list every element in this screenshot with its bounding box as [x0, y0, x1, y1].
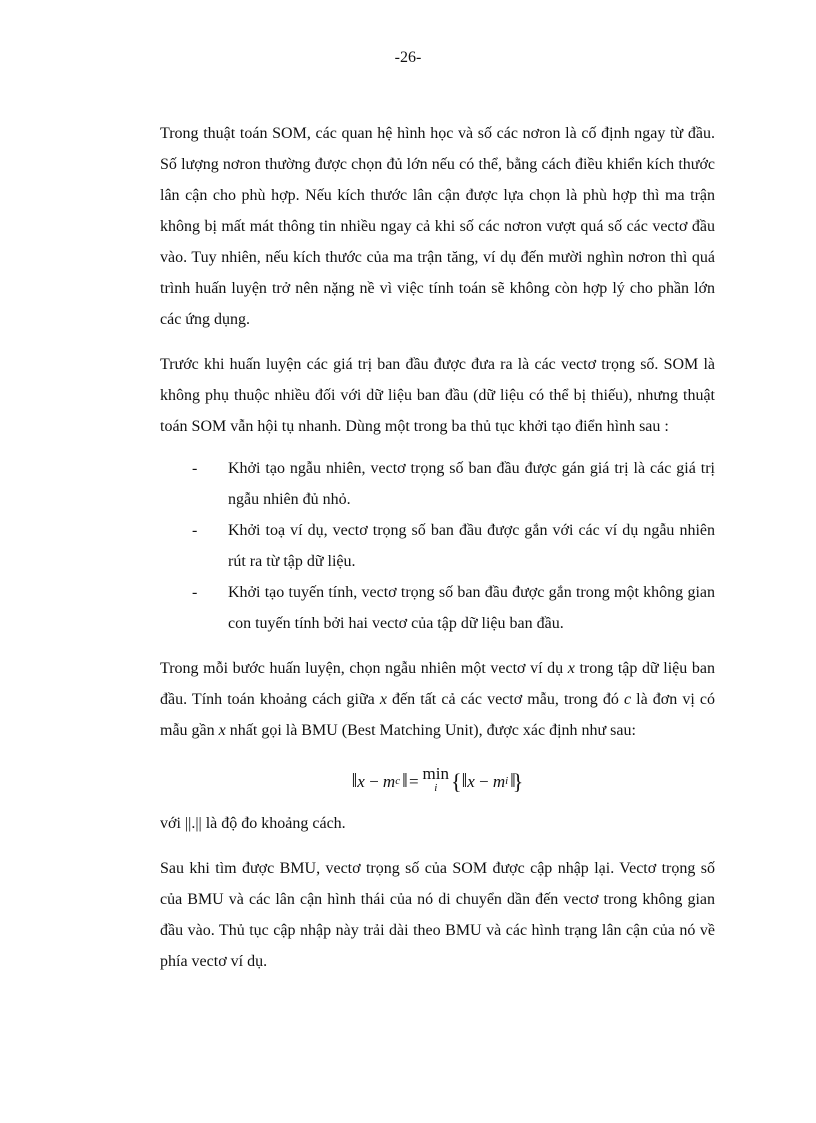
- paragraph-update: Sau khi tìm được BMU, vectơ trọng số của SOM được cập nhập lại. Vectơ trọng số của BMU và các lân cận hình thái của nó di chuyển dần đến vectơ trong không gian đầu vào. Thủ tục cập nhập này trải dài theo BMU và các hình trạng lân cận của nó về phía vectơ ví dụ.: [160, 860, 715, 970]
- math-variable: x: [567, 660, 575, 677]
- math-variable: c: [623, 691, 632, 708]
- formula-sub-i: i: [505, 774, 509, 787]
- formula-sub-c: c: [395, 774, 401, 787]
- min-operator: [423, 766, 449, 796]
- list-item-text: Khởi tạo ngẫu nhiên, vectơ trọng số ban đầu được gán giá trị là các giá trị ngẫu nhiên đủ nhỏ.: [228, 460, 715, 508]
- formula-minus: −: [478, 771, 489, 791]
- formula-m: m: [382, 771, 396, 791]
- page-number: -26-: [394, 49, 422, 66]
- norm-bar: ‖: [351, 769, 355, 792]
- text-run: trong tập dữ liệu ban đầu. Tính toán khoảng cách giữa: [160, 660, 715, 708]
- paragraph-initialization: Trước khi huấn luyện các giá trị ban đầu được đưa ra là các vectơ trọng số. SOM là không phụ thuộc nhiều đối với dữ liệu ban đầu (dữ liệu có thể bị thiếu), nhưng thuật toán SOM vẫn hội tụ nhanh. Dùng một trong ba thủ tục khởi tạo điển hình sau :: [160, 356, 715, 435]
- math-variable: x: [379, 691, 387, 708]
- left-brace: {: [451, 768, 462, 794]
- list-item-text: Khởi tạo tuyến tính, vectơ trọng số ban đầu được gắn trong một không gian con tuyến tính bởi hai vectơ của tập dữ liệu ban đầu.: [228, 584, 715, 632]
- norm-bar: ‖: [461, 769, 465, 792]
- norm-bar: ‖: [402, 769, 405, 792]
- min-label: min: [422, 764, 449, 783]
- text-run: Trong mỗi bước huấn luyện, chọn ngẫu nhiên một vectơ ví dụ: [160, 660, 568, 677]
- right-brace: }: [512, 768, 524, 794]
- bullet-dash: -: [192, 460, 198, 477]
- math-variable: x: [218, 722, 226, 739]
- text-run: đến tất cả các vectơ mẫu, trong đó: [386, 691, 624, 708]
- formula-x: x: [467, 771, 475, 791]
- bullet-dash: -: [192, 522, 198, 539]
- text-run: nhất gọi là BMU (Best Matching Unit), được xác định như sau:: [225, 722, 636, 739]
- paragraph-distance-note: với ||.|| là độ đo khoảng cách.: [160, 815, 346, 832]
- list-item: [160, 515, 715, 577]
- list-item: [160, 577, 715, 639]
- bmu-formula: [160, 754, 715, 808]
- formula-x: x: [357, 771, 365, 791]
- formula-equals: =: [408, 771, 419, 791]
- list-item-text: Khởi toạ ví dụ, vectơ trọng số ban đầu được gắn với các ví dụ ngẫu nhiên rút ra từ tập dữ liệu.: [228, 522, 715, 570]
- page-body: [160, 118, 715, 977]
- min-index: i: [434, 782, 438, 794]
- text-run: là đơn vị có mẫu gần: [160, 691, 716, 739]
- norm-bar: ‖: [510, 769, 513, 792]
- formula-minus: −: [369, 771, 379, 791]
- bullet-dash: -: [192, 584, 198, 601]
- initialization-list: [160, 453, 715, 639]
- paragraph-training-step: [160, 653, 715, 746]
- list-item: [160, 453, 715, 515]
- formula-m: m: [492, 771, 506, 791]
- paragraph-som-intro: Trong thuật toán SOM, các quan hệ hình học và số các nơron là cố định ngay từ đầu. Số lượng nơron thường được chọn đủ lớn nếu có thể, bằng cách điều khiển kích thước lân cận cho phù hợp. Nếu kích thước lân cận được lựa chọn là phù hợp thì ma trận không bị mất mát thông tin nhiều ngay cả khi số các nơron vượt quá số các vectơ đầu vào. Tuy nhiên, nếu kích thước của ma trận tăng, ví dụ đến mười nghìn nơron thì quá trình huấn luyện trở nên nặng nề vì việc tính toán sẽ không còn hợp lý cho phần lớn các ứng dụng.: [160, 125, 715, 328]
